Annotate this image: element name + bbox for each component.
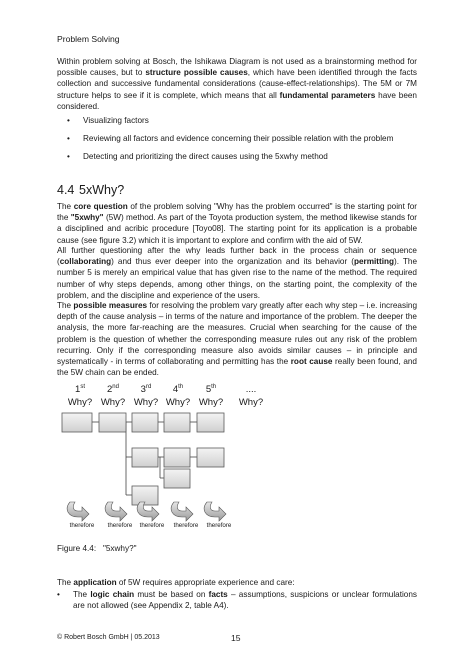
- section-heading: [57, 183, 124, 197]
- intro-text-1: Within problem solving at Bosch, the Ishikawa Diagram is not used as a brainstorming method for possible causes, but to: [57, 57, 417, 78]
- bullet-icon: •: [67, 152, 70, 161]
- list-item: • Detecting and prioritizing the direct causes using the 5xwhy method: [67, 152, 328, 161]
- cause-box: [99, 413, 126, 432]
- intro-bold-1: structure possible causes: [145, 68, 248, 78]
- bullet-icon: •: [67, 116, 70, 125]
- cause-box: [164, 469, 190, 488]
- core-question-paragraph: The core question of the problem solving "Why has the problem occurred" is the starting point for the "5xwhy" (5W) method. As part of the Toyota production system, the method likewise stands for a disciplined and acribic procedure [Toyo08]. The starting point for its application is a probable cause (see figure 3.2) which it is important to explore and confirm with the aid of 5W.: [57, 202, 418, 245]
- therefore-label: therefore: [139, 522, 165, 529]
- why-ordinal-more: ....: [245, 384, 257, 395]
- intro-text-3: have been considered.: [57, 90, 417, 111]
- cause-box: [197, 448, 224, 467]
- curved-arrow-icon: [204, 502, 226, 521]
- intro-bullet-list: [57, 116, 417, 161]
- why-label-1: Why?: [67, 397, 93, 408]
- cause-box: [164, 413, 190, 432]
- bold-possible-measures: possible measures: [73, 301, 148, 310]
- intro-paragraph: [57, 56, 417, 112]
- therefore-label: therefore: [173, 522, 199, 529]
- bullet-icon: •: [67, 134, 70, 143]
- running-header: Problem Solving: [57, 34, 120, 44]
- cause-box: [164, 448, 190, 467]
- bold-facts: facts: [208, 590, 228, 599]
- why-ordinal-3: 3rd: [140, 384, 152, 395]
- cause-boxes: [62, 413, 224, 505]
- why-label-4: Why?: [165, 397, 191, 408]
- cause-box: [62, 413, 92, 432]
- cause-box: [197, 413, 224, 432]
- 5xwhy-diagram-svg: [56, 381, 346, 529]
- therefore-label: therefore: [206, 522, 232, 529]
- application-paragraph: The application of 5W requires appropriate experience and care:: [57, 578, 295, 587]
- figure-caption: Figure 4.4: "5xwhy?": [57, 544, 137, 553]
- bold-core-question: core question: [73, 202, 128, 211]
- intro-text-2: , which have been identified through the facts collection and successive fundamental considerations (cause-effect-relationships). The 5M or 7M structure helps to see if it is complete, which means that all: [57, 68, 417, 100]
- why-label-2: Why?: [100, 397, 126, 408]
- why-ordinal-4: 4th: [172, 384, 184, 395]
- questioning-paragraph: All further questioning after the why leads further back in the process chain or sequence (collaborating) and thus ever deeper into the organization and its behavior (permitting). The number 5 is merely an empirical value that has given rise to the name of the method. The required number of why steps depends, among other things, on the starting point, the complexity of the problem, and the discipline and experience of the users.: [57, 246, 417, 300]
- footer-copyright: © Robert Bosch GmbH | 05.2013: [57, 634, 160, 641]
- bold-logic-chain: logic chain: [90, 590, 135, 599]
- application-bullet-list: [57, 589, 417, 611]
- curved-arrow-icon: [67, 502, 89, 521]
- curved-arrow-icon: [105, 502, 127, 521]
- bold-collaborating: collaborating: [59, 257, 112, 267]
- cause-box: [132, 448, 158, 467]
- why-label-3: Why?: [133, 397, 159, 408]
- why-label-5: Why?: [198, 397, 224, 408]
- list-item: • Visualizing factors: [67, 116, 149, 125]
- bold-root-cause: root cause: [290, 357, 333, 367]
- why-ordinal-1: 1st: [75, 384, 85, 395]
- list-item: • Reviewing all factors and evidence concerning their possible relation with the problem: [67, 134, 394, 143]
- cause-box: [132, 413, 158, 432]
- therefore-label: therefore: [107, 522, 133, 529]
- intro-bold-2: fundamental parameters: [279, 90, 376, 100]
- bold-5xwhy: "5xwhy": [70, 213, 104, 223]
- why-ordinal-2: 2nd: [107, 384, 119, 395]
- page-number: 15: [231, 633, 241, 643]
- section-title: 5xWhy?: [79, 183, 125, 197]
- bold-permitting: permitting: [353, 257, 394, 267]
- curved-arrow-icon: [171, 502, 193, 521]
- therefore-label: therefore: [69, 522, 95, 529]
- bold-application: application: [73, 578, 117, 587]
- measures-paragraph: The possible measures for resolving the problem vary greatly after each why step – i.e. increasing depth of the cause analysis – in terms of the nature and importance of the problem. The deeper the analysis, the more far-reaching are the measures. Crucial when searching for the cause of the problem is the question of whether the corresponding measure rules out any risk of the problem recurring. Only if the corresponding measure also avoids similar causes – in principle and systematically - in terms of collaborating and permitting has the root cause really been found, and the 5W chain can be ended.: [57, 301, 417, 378]
- bullet-icon: •: [57, 590, 60, 599]
- why-ordinal-5: 5th: [205, 384, 217, 395]
- list-item: • The logic chain must be based on facts – assumptions, suspicions or unclear formulations are not allowed (see Appendix 2, table A4).: [57, 590, 417, 611]
- section-number: 4.4: [57, 183, 75, 197]
- why-label-more: Why?: [238, 397, 264, 408]
- 5xwhy-diagram: [56, 381, 346, 529]
